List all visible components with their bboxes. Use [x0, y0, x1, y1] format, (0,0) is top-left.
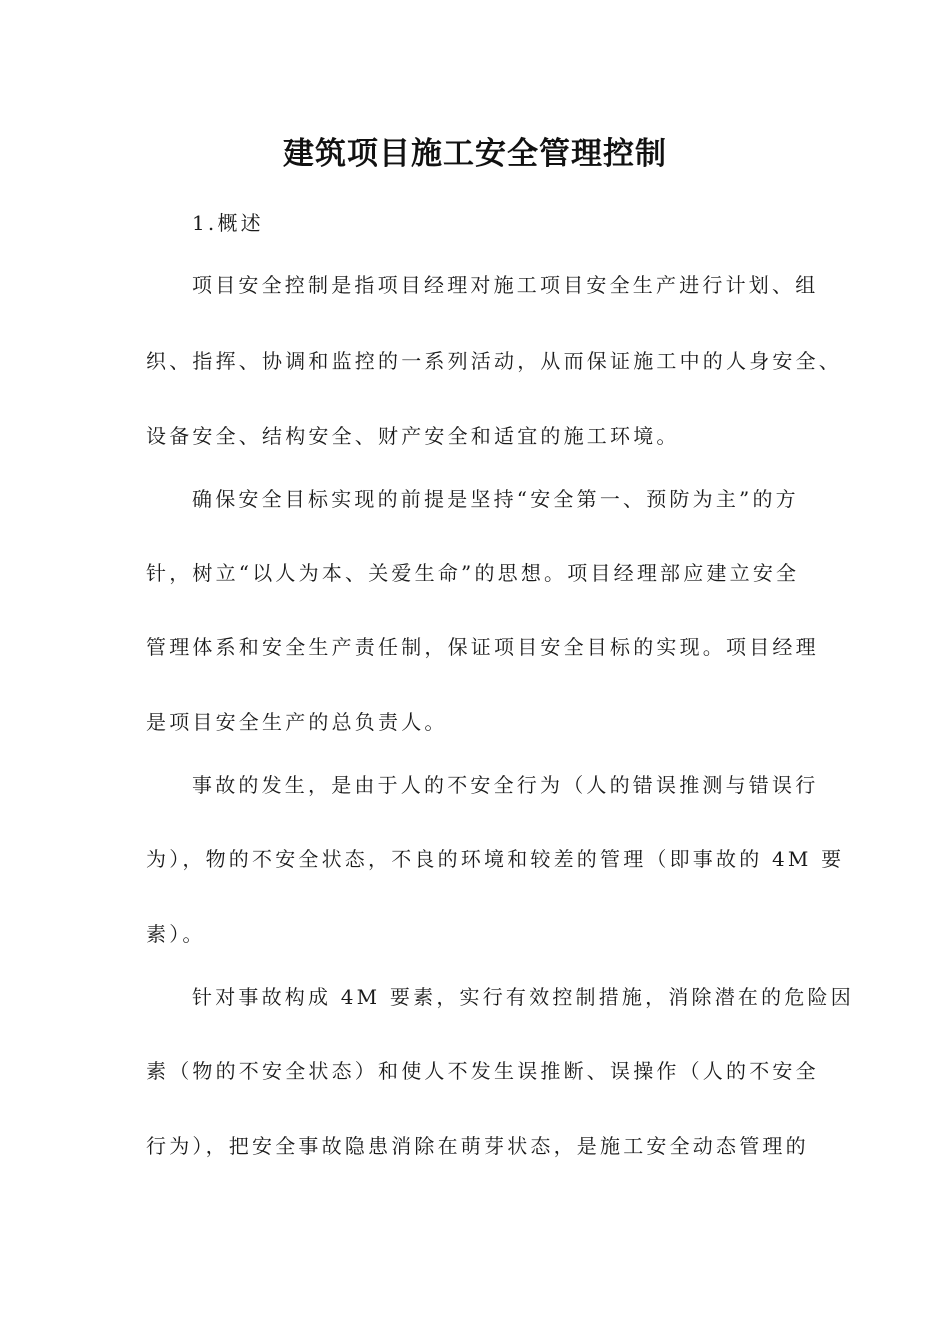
paragraph-4-line-2: 素（物的不安全状态）和使人不发生误推断、误操作（人的不安全 — [146, 1059, 819, 1083]
paragraph-2-line-2: 针，树立“以人为本、关爱生命”的思想。项目经理部应建立安全 — [146, 561, 800, 585]
paragraph-4-line-1: 针对事故构成 4M 要素，实行有效控制措施，消除潜在的危险因 — [192, 985, 854, 1009]
paragraph-3-line-3: 素）。 — [146, 922, 206, 946]
paragraph-2-line-1: 确保安全目标实现的前提是坚持“安全第一、预防为主”的方 — [192, 487, 799, 511]
section-heading-overview: 1.概述 — [192, 211, 264, 235]
paragraph-3-line-2: 为），物的不安全状态，不良的环境和较差的管理（即事故的 4M 要 — [146, 847, 845, 871]
paragraph-1-line-3: 设备安全、结构安全、财产安全和适宜的施工环境。 — [146, 424, 680, 448]
document-title: 建筑项目施工安全管理控制 — [283, 136, 667, 172]
paragraph-3-line-1: 事故的发生，是由于人的不安全行为（人的错误推测与错误行 — [192, 773, 819, 797]
paragraph-1-line-1: 项目安全控制是指项目经理对施工项目安全生产进行计划、组 — [192, 273, 819, 297]
paragraph-2-line-4: 是项目安全生产的总负责人。 — [146, 710, 448, 734]
paragraph-2-line-3: 管理体系和安全生产责任制，保证项目安全目标的实现。项目经理 — [146, 635, 819, 659]
paragraph-4-line-3: 行为），把安全事故隐患消除在萌芽状态，是施工安全动态管理的 — [146, 1134, 809, 1158]
paragraph-1-line-2: 织、指挥、协调和监控的一系列活动，从而保证施工中的人身安全、 — [146, 349, 842, 373]
